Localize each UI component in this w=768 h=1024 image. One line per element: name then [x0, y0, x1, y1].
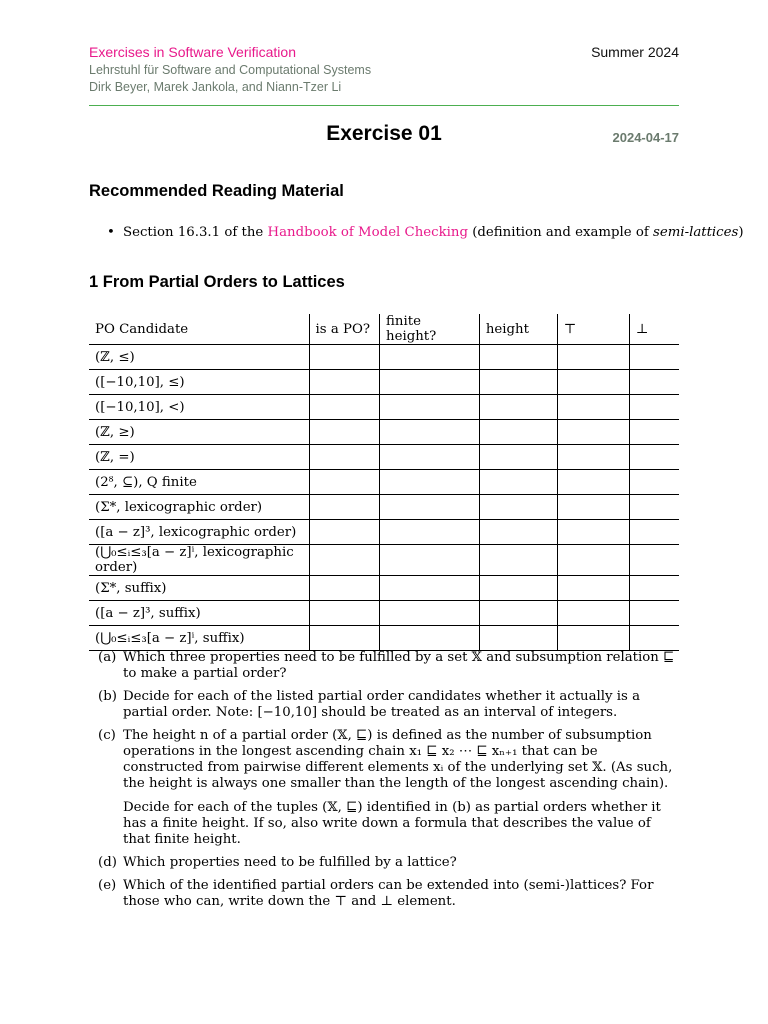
column-header: ⊥ — [629, 314, 679, 345]
handbook-link[interactable]: Handbook of Model Checking — [267, 225, 468, 240]
table-row — [89, 601, 679, 626]
answer-cell — [629, 601, 679, 626]
question-label: (b) — [98, 689, 117, 704]
answer-cell — [309, 370, 380, 395]
answer-cell — [557, 420, 629, 445]
question-item — [89, 728, 681, 848]
section-heading: 1 From Partial Orders to Lattices — [89, 273, 345, 291]
answer-cell — [629, 345, 679, 370]
question-label: (a) — [98, 650, 117, 665]
po-candidate-cell: ([−10,10], <) — [89, 395, 309, 420]
question-text: Which three properties need to be fulfilled by a set 𝕏 and subsumption relation ⊑ to make a partial order? — [123, 650, 675, 681]
answer-cell — [479, 420, 557, 445]
answer-cell — [629, 545, 679, 576]
po-candidate-cell: (⋃₀≤ᵢ≤₃[a − z]ⁱ, lexicographic order) — [89, 545, 309, 576]
reading-list-item — [107, 225, 744, 240]
column-header: is a PO? — [309, 314, 380, 345]
answer-cell — [557, 370, 629, 395]
answer-cell — [309, 445, 380, 470]
table-row — [89, 445, 679, 470]
answer-cell — [479, 370, 557, 395]
term-label: Summer 2024 — [591, 44, 679, 60]
answer-cell — [629, 576, 679, 601]
answer-cell — [309, 545, 380, 576]
answer-cell — [380, 345, 480, 370]
table-row — [89, 626, 679, 651]
bullet: • — [107, 225, 115, 240]
question-item — [89, 650, 681, 682]
answer-cell — [479, 345, 557, 370]
course-title: Exercises in Software Verification — [89, 44, 296, 60]
question-item — [89, 855, 681, 871]
reading-emphasis: semi-lattices — [653, 225, 739, 240]
question-item — [89, 878, 681, 910]
answer-cell — [557, 395, 629, 420]
answer-cell — [479, 626, 557, 651]
authors: Dirk Beyer, Marek Jankola, and Niann-Tzer Li — [89, 80, 342, 94]
question-label: (d) — [98, 855, 117, 870]
answer-cell — [309, 576, 380, 601]
answer-cell — [479, 601, 557, 626]
answer-cell — [380, 370, 480, 395]
header-divider — [89, 105, 679, 106]
answer-cell — [309, 520, 380, 545]
po-candidate-cell: (⋃₀≤ᵢ≤₃[a − z]ⁱ, suffix) — [89, 626, 309, 651]
answer-cell — [309, 495, 380, 520]
answer-cell — [629, 445, 679, 470]
table-row — [89, 370, 679, 395]
question-list — [89, 650, 681, 917]
answer-cell — [309, 626, 380, 651]
reading-text-before: Section 16.3.1 of the — [123, 225, 268, 240]
table-row — [89, 495, 679, 520]
question-text: Decide for each of the listed partial order candidates whether it actually is a partial order. Note: [−10,10] should be treated as an interval of integers. — [123, 689, 641, 720]
table-row — [89, 470, 679, 495]
column-header: ⊤ — [557, 314, 629, 345]
answer-cell — [557, 576, 629, 601]
answer-cell — [380, 395, 480, 420]
answer-cell — [309, 395, 380, 420]
answer-cell — [380, 601, 480, 626]
column-header: height — [479, 314, 557, 345]
table-row — [89, 545, 679, 576]
answer-cell — [380, 520, 480, 545]
table-header-row — [89, 314, 679, 345]
question-text: Which of the identified partial orders can be extended into (semi-)lattices? For those who can, write down the ⊤ and ⊥ element. — [123, 878, 654, 909]
answer-cell — [380, 470, 480, 495]
answer-cell — [557, 545, 629, 576]
answer-cell — [479, 495, 557, 520]
column-header: finite height? — [380, 314, 480, 345]
answer-cell — [629, 420, 679, 445]
table-row — [89, 576, 679, 601]
answer-cell — [479, 520, 557, 545]
answer-cell — [629, 395, 679, 420]
answer-cell — [380, 420, 480, 445]
answer-cell — [479, 470, 557, 495]
po-candidate-cell: (Σ*, lexicographic order) — [89, 495, 309, 520]
chair-name: Lehrstuhl für Software and Computational Systems — [89, 63, 372, 77]
answer-cell — [479, 445, 557, 470]
column-header: PO Candidate — [89, 314, 309, 345]
answer-cell — [380, 626, 480, 651]
reading-text-after: ) — [738, 225, 744, 240]
answer-cell — [380, 545, 480, 576]
po-candidate-cell: (Σ*, suffix) — [89, 576, 309, 601]
answer-cell — [629, 495, 679, 520]
table-row — [89, 520, 679, 545]
question-label: (e) — [98, 878, 117, 893]
question-label: (c) — [98, 728, 116, 743]
po-candidate-cell: (ℤ, ≤) — [89, 345, 309, 370]
po-candidate-cell: (ℤ, ≥) — [89, 420, 309, 445]
answer-cell — [479, 395, 557, 420]
answer-cell — [309, 601, 380, 626]
question-item — [89, 689, 681, 721]
answer-cell — [557, 601, 629, 626]
answer-cell — [629, 626, 679, 651]
answer-cell — [309, 420, 380, 445]
table-row — [89, 345, 679, 370]
table-row — [89, 420, 679, 445]
table-row — [89, 395, 679, 420]
question-text: Which properties need to be fulfilled by a lattice? — [123, 855, 457, 870]
exercise-date: 2024-04-17 — [612, 130, 679, 145]
answer-cell — [557, 470, 629, 495]
reading-text-middle: (definition and example of — [467, 225, 654, 240]
answer-cell — [557, 520, 629, 545]
question-text: Decide for each of the tuples (𝕏, ⊑) identified in (b) as partial orders whether it has a finite height. If so, also write down a formula that describes the value of that finite height. — [123, 800, 661, 847]
exercise-title: Exercise 01 — [326, 122, 442, 145]
answer-cell — [557, 345, 629, 370]
po-candidate-table — [89, 314, 679, 651]
po-candidate-cell: ([a − z]³, suffix) — [89, 601, 309, 626]
answer-cell — [629, 470, 679, 495]
answer-cell — [309, 345, 380, 370]
answer-cell — [380, 445, 480, 470]
answer-cell — [557, 445, 629, 470]
answer-cell — [479, 576, 557, 601]
po-candidate-cell: (ℤ, =) — [89, 445, 309, 470]
po-candidate-cell: (2ᴽ, ⊆), Q finite — [89, 470, 309, 495]
answer-cell — [557, 626, 629, 651]
answer-cell — [629, 520, 679, 545]
answer-cell — [479, 545, 557, 576]
answer-cell — [557, 495, 629, 520]
answer-cell — [629, 370, 679, 395]
answer-cell — [309, 470, 380, 495]
question-text: The height n of a partial order (𝕏, ⊑) is defined as the number of subsumption operations in the longest ascending chain x₁ ⊑ x₂ ⋯ ⊑ xₙ₊₁ that can be constructed from pairwise different elements xᵢ of the underlying set 𝕏. (As such, the height is always one smaller than the length of the longest ascending chain). — [123, 728, 673, 791]
answer-cell — [380, 576, 480, 601]
reading-heading: Recommended Reading Material — [89, 182, 344, 200]
po-candidate-cell: ([−10,10], ≤) — [89, 370, 309, 395]
po-candidate-cell: ([a − z]³, lexicographic order) — [89, 520, 309, 545]
answer-cell — [380, 495, 480, 520]
